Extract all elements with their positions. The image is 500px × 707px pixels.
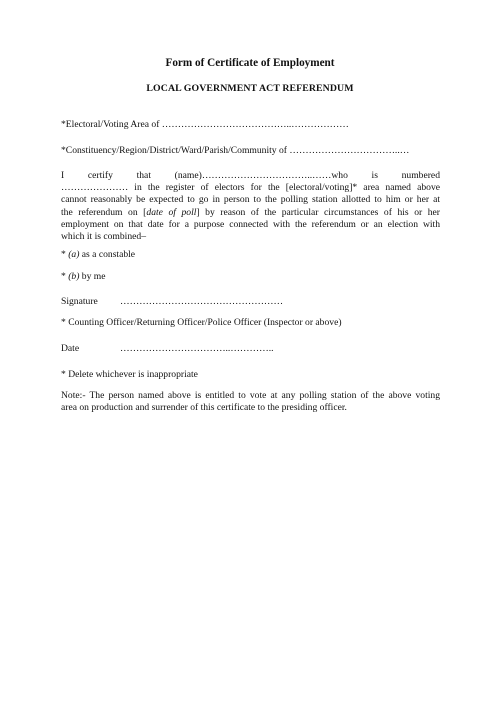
option-a: * (a) as a constable — [61, 249, 136, 260]
date-field: ……………………………..………….. — [120, 343, 274, 354]
note-paragraph — [61, 390, 440, 414]
page-subtitle: LOCAL GOVERNMENT ACT REFERENDUM — [146, 83, 354, 94]
certify-line: ………………… in the register of electors for the [electoral/voting]* area named above — [61, 182, 440, 194]
officer-line: * Counting Officer/Returning Officer/Police Officer (Inspector or above) — [61, 317, 342, 328]
signature-label: Signature — [61, 296, 98, 307]
signature-row — [61, 296, 441, 308]
date-label: Date — [61, 343, 80, 354]
electoral-area-line: *Electoral/Voting Area of …………………………………..……………… — [61, 119, 349, 130]
note-line: area on production and surrender of this certificate to the presiding officer. — [61, 402, 347, 414]
constituency-line: *Constituency/Region/District/Ward/Parish/Community of ……………………………..… — [61, 145, 410, 156]
page-title: Form of Certificate of Employment — [165, 57, 335, 69]
certify-line: I certify that (name)……………………………..……who is numbered — [61, 170, 440, 181]
date-row — [61, 343, 441, 355]
signature-field: …………………………………………… — [120, 296, 284, 307]
certify-line: employment on that date for a purpose connected with the referendum or an election with — [61, 218, 440, 230]
option-b: * (b) by me — [61, 271, 106, 282]
certify-line: cannot reasonably be expected to go in person to the polling station allotted to him or her at — [61, 194, 440, 206]
certify-paragraph — [61, 170, 440, 243]
delete-note: * Delete whichever is inappropriate — [61, 369, 198, 380]
note-line: Note:- The person named above is entitled to vote at any polling station of the above voting — [61, 390, 440, 401]
certify-line: the referendum on [date of poll] by reason of the particular circumstances of his or her — [61, 206, 441, 218]
certify-line: which it is combined– — [61, 231, 146, 243]
